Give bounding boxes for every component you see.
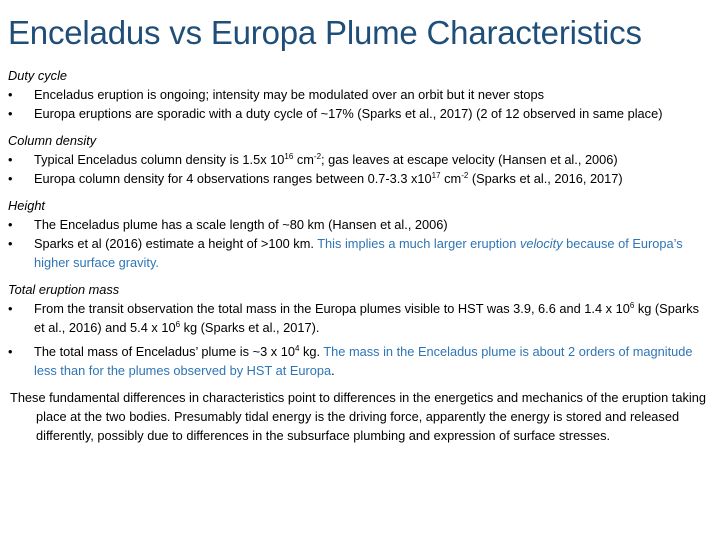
bullet-text: Europa eruptions are sporadic with a duty cycle of ~17% (Sparks et al., 2017) (2 of 12 observed in same place) <box>34 106 663 121</box>
text-run: From the transit observation the total mass in the Europa plumes visible to HST was 3.9, 6.6 and 1.4 x 10 <box>34 301 630 316</box>
bullet-text <box>34 169 712 188</box>
bullet-item <box>8 299 712 337</box>
superscript: 17 <box>431 171 441 180</box>
text-run: . <box>331 363 335 378</box>
highlight-text: The mass in the Enceladus plume is about 2 orders of magnitude less than for the plumes observed by HST at Europa <box>34 344 693 378</box>
superscript: 4 <box>294 344 300 353</box>
text-run: Europa column density for 4 observations ranges between 0.7-3.3 x10 <box>34 171 432 186</box>
bullet-marker: • <box>8 344 13 359</box>
bullet-text <box>34 299 712 337</box>
section-heading: Duty cycle <box>8 68 68 83</box>
section-height <box>8 196 712 272</box>
bullet-text: The Enceladus plume has a scale length of ~80 km (Hansen et al., 2006) <box>34 217 448 232</box>
text-run: kg (Sparks et al., 2016) and 5.4 x 10 <box>34 301 700 335</box>
superscript: 6 <box>629 301 635 310</box>
bullet-marker: • <box>8 87 13 102</box>
text-run: kg. <box>299 344 324 359</box>
section-heading: Column density <box>8 133 97 148</box>
bullet-item <box>8 342 712 380</box>
superscript: 16 <box>284 152 294 161</box>
bullet-marker: • <box>8 217 13 232</box>
section-duty-cycle <box>8 66 712 123</box>
bullet-text: Enceladus eruption is ongoing; intensity may be modulated over an orbit but it never stops <box>34 87 545 102</box>
bullet-text <box>34 342 712 380</box>
superscript: -2 <box>461 171 469 180</box>
section-column-density <box>8 131 712 188</box>
section-heading: Total eruption mass <box>8 282 120 297</box>
bullet-item <box>8 104 712 123</box>
bullet-text <box>34 150 712 169</box>
superscript: 6 <box>175 320 181 329</box>
conclusion-text: These fundamental differences in characteristics point to differences in the energetics and mechanics of the eruption taking place at the two bodies. Presumably tidal energy is the driving force, apparently the energy is stored and released differently, possibly due to differences in the subsurface plumbing and expression of surface stresses. <box>10 390 706 443</box>
superscript: -2 <box>313 152 322 161</box>
text-run: ; gas leaves at escape velocity (Hansen et al., 2006) <box>321 152 618 167</box>
section-total-mass <box>8 280 712 380</box>
bullet-marker: • <box>8 106 13 121</box>
slide-title: Enceladus vs Europa Plume Characteristics <box>8 14 642 51</box>
bullet-marker: • <box>8 171 13 186</box>
bullet-marker: • <box>8 301 13 316</box>
section-heading: Height <box>8 198 45 213</box>
bullet-item <box>8 85 712 104</box>
text-run: The total mass of Enceladus’ plume is ~3 x 10 <box>34 344 295 359</box>
bullet-marker: • <box>8 236 13 251</box>
highlight-text: velocity <box>519 236 563 251</box>
bullet-item <box>8 234 712 272</box>
bullet-item <box>8 169 712 188</box>
text-run: kg (Sparks et al., 2017). <box>180 320 320 335</box>
text-run: Sparks et al (2016) estimate a height of >100 km. <box>34 236 318 251</box>
text-run: cm <box>293 152 314 167</box>
text-run: (Sparks et al., 2016, 2017) <box>468 171 623 186</box>
highlight-text: because of Europa’s higher surface gravity. <box>34 236 683 270</box>
text-run: cm <box>440 171 462 186</box>
bullet-text <box>34 234 712 272</box>
bullet-item <box>8 150 712 169</box>
bullet-item <box>8 215 712 234</box>
highlight-text: This implies a much larger eruption <box>317 236 520 251</box>
bullet-marker: • <box>8 152 13 167</box>
slide-body <box>8 66 712 445</box>
conclusion-paragraph <box>8 388 712 445</box>
text-run: Typical Enceladus column density is 1.5x 10 <box>34 152 285 167</box>
